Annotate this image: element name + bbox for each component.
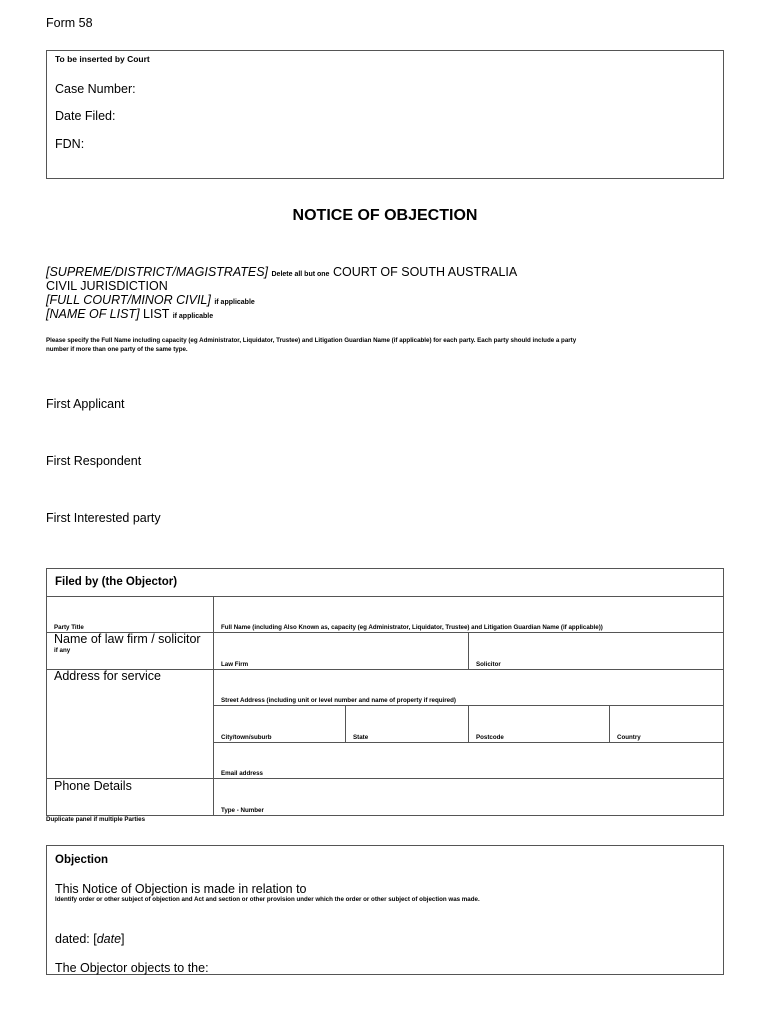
duplicate-panel-note: Duplicate panel if multiple Parties [46,816,146,823]
court-type-note: Delete all but one [271,271,330,278]
law-firm-row-label: Name of law firm / solicitor [54,632,201,646]
date-filed-label: Date Filed: [55,109,116,123]
fdn-label: FDN: [55,137,85,151]
list-word: LIST [143,307,170,321]
form-number: Form 58 [46,16,93,30]
list-name-bracket: [NAME OF LIST] [46,307,140,321]
objection-identify-note: Identify order or other subject of objection and Act and section or other provision under which the order or other subject of objection was made. [55,896,480,903]
list-note: if applicable [172,313,214,320]
party-first-applicant: First Applicant [46,397,125,411]
objects-to-label: The Objector objects to the: [55,961,209,975]
state-field-label: State [353,734,369,741]
divider [468,705,469,742]
country-field-label: Country [617,734,641,741]
case-number-label: Case Number: [55,82,136,96]
court-line-3 [46,293,255,307]
email-field-label: Email address [221,770,263,777]
party-first-interested: First Interested party [46,511,161,525]
page-title: NOTICE OF OBJECTION [292,207,478,224]
instruction-line-1: Please specify the Full Name including capacity (eg Administrator, Liquidator, Trustee) and Litigation Guardian Name (if applicable) for each party. Each party should include a party [46,337,577,344]
court-name: COURT OF SOUTH AUSTRALIA [332,265,518,279]
party-title-label: Party Title [54,624,84,631]
divider [46,778,724,779]
solicitor-field-label: Solicitor [476,661,501,668]
divider [609,705,610,742]
court-type-bracket: [SUPREME/DISTRICT/MAGISTRATES] [46,265,269,279]
law-firm-field-label: Law Firm [221,661,249,668]
objection-relation: This Notice of Objection is made in relation to [55,882,307,896]
postcode-field-label: Postcode [476,734,504,741]
dated-value: date [96,932,122,946]
filed-by-heading: Filed by (the Objector) [55,576,178,588]
court-line-4 [46,307,213,321]
divider [345,705,346,742]
if-any-note: if any [54,647,71,654]
type-number-label: Type - Number [221,807,264,814]
court-line-2: CIVIL JURISDICTION [46,279,168,293]
divider [468,632,469,669]
phone-row-label: Phone Details [54,779,132,793]
city-field-label: City/town/suburb [221,734,272,741]
divider [213,596,214,816]
court-use-box [46,50,724,179]
instruction-line-2: number if more than one party of the same type. [46,346,188,353]
objection-panel [46,845,724,975]
court-line-1 [46,265,517,279]
court-division-bracket: [FULL COURT/MINOR CIVIL] [46,293,211,307]
full-name-label: Full Name (including Also Known as, capacity (eg Administrator, Liquidator, Trustee) and Litigation Guardian Name (if applicable)) [221,624,603,631]
divider [213,742,724,743]
court-box-heading: To be inserted by Court [55,54,150,64]
objection-dated [55,932,125,946]
divider [46,596,724,597]
address-row-label: Address for service [54,669,161,683]
dated-suffix: ] [121,932,125,946]
party-first-respondent: First Respondent [46,454,142,468]
objection-heading: Objection [55,854,109,866]
street-field-label: Street Address (including unit or level number and name of property if required) [221,697,456,704]
dated-prefix: dated: [ [55,932,97,946]
court-division-note: if applicable [214,299,255,306]
